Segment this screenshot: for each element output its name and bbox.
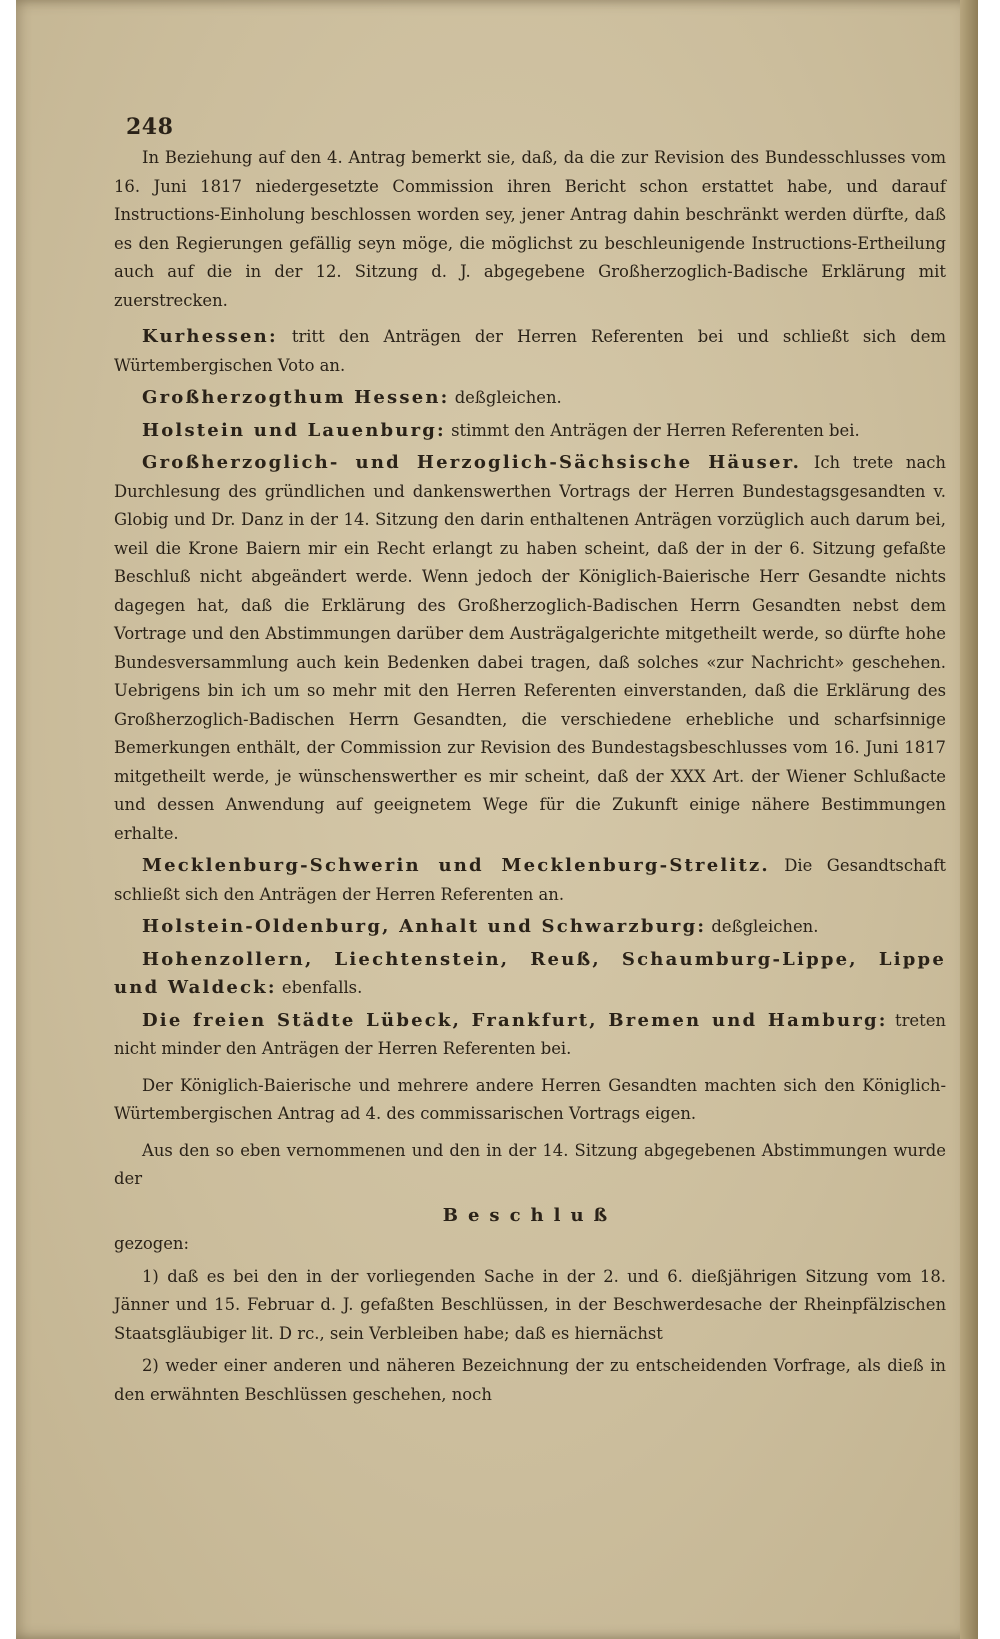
state-name: Holstein und Lauenburg: bbox=[142, 419, 446, 441]
vote-text: Ich trete nach Durchlesung des gründlichen und dankenswerthen Vortrags der Herren Bundestagsgesandten v. Globig und Dr. Danz in der 14. Sitzung den darin enthaltenen Anträgen vorzüglich auch darum bei, weil die Krone Baiern mir ein Recht erlangt zu haben scheint, daß der in der 6. Sitzung gefaßte Beschluß nicht abgeändert werde. Wenn jedoch der Königlich-Baierische Herr Gesandte nichts dagegen hat, daß die Erklärung des Großherzoglich-Badischen Herrn Gesandten nebst dem Vortrage und den Abstimmungen darüber dem Austrägalgerichte mitgetheilt werde, so dürfte hohe Bundesversammlung auch kein Bedenken dabei tragen, daß solches «zur Nachricht» geschehen. Uebrigens bin ich um so mehr mit den Herren Referenten einverstanden, daß die Erklärung des Großherzoglich-Badischen Herrn Gesandten, die verschiedene erhebliche und scharfsinnige Bemerkungen enthält, der Commission zur Revision des Bundestagsbeschlusses vom 16. Juni 1817 mitgetheilt werde, je wünschenswerther es mir scheint, daß der XXX Art. der Wiener Schlußacte und dessen Anwendung auf geeignetem Wege für die Zukunft einige nähere Bestimmungen erhalte. bbox=[114, 453, 946, 843]
vote-hohenzollern bbox=[114, 946, 946, 1003]
vote-text: treten nicht minder den Anträgen der Herren Referenten bei. bbox=[114, 1010, 946, 1058]
vote-text: Die Gesandtschaft schließt sich den Anträgen der Herren Referenten an. bbox=[114, 856, 946, 904]
vote-saechsische-haeuser bbox=[114, 449, 946, 848]
state-name: Großherzoglich- und Herzoglich-Sächsische Häuser. bbox=[142, 452, 802, 473]
vote-mecklenburg bbox=[114, 852, 946, 909]
vote-holstein-lauenburg bbox=[114, 417, 946, 446]
after-heading: gezogen: bbox=[114, 1234, 189, 1253]
book-page bbox=[16, 0, 978, 1639]
vote-text: deßgleichen. bbox=[706, 917, 819, 936]
vote-text: tritt den Anträgen der Herren Referenten bei und schließt sich dem Würtembergischen Voto an. bbox=[114, 327, 946, 375]
vote-grossherzogthum-hessen bbox=[114, 384, 946, 413]
state-name: Die freien Städte Lübeck, Frankfurt, Bremen und Hamburg: bbox=[142, 1009, 888, 1031]
vote-holstein-oldenburg bbox=[114, 913, 946, 942]
list-item: 2) weder einer anderen und näheren Bezeichnung der zu entscheidenden Vorfrage, als dieß in den erwähnten Beschlüssen geschehen, noch bbox=[114, 1356, 946, 1404]
state-name: Kurhessen: bbox=[142, 326, 278, 347]
state-name: Holstein-Oldenburg, Anhalt und Schwarzburg: bbox=[142, 916, 707, 937]
vote-text: stimmt den Anträgen der Herren Referenten bei. bbox=[445, 420, 860, 440]
page-number: 248 bbox=[126, 114, 174, 140]
vote-kurhessen bbox=[114, 323, 946, 380]
page-spine-shadow bbox=[960, 0, 978, 1639]
state-name: Mecklenburg-Schwerin und Mecklenburg-Strelitz. bbox=[142, 855, 770, 876]
page-text bbox=[114, 112, 946, 1409]
vote-freie-staedte bbox=[114, 1007, 946, 1064]
state-name: Hohenzollern, Liechtenstein, Reuß, Schaumburg-Lippe, Lippe und Waldeck: bbox=[114, 948, 946, 998]
vote-text: ebenfalls. bbox=[276, 978, 363, 997]
paragraph-closing-1: Der Königlich-Baierische und mehrere andere Herren Gesandten machten sich den Königlich-Würtembergischen Antrag ad 4. des commissarischen Vortrags eigen. bbox=[114, 1075, 946, 1123]
list-item: 1) daß es bei den in der vorliegenden Sache in der 2. und 6. dießjährigen Sitzung vom 18. Jänner und 15. Februar d. J. gefaßten Beschlüssen, in der Beschwerdesache der Rheinpfälzischen Staatsgläubiger lit. D rc., sein Verbleiben habe; daß es hiernächst bbox=[114, 1266, 946, 1343]
state-name: Großherzogthum Hessen: bbox=[142, 387, 450, 408]
paragraph-intro: In Beziehung auf den 4. Antrag bemerkt sie, daß, da die zur Revision des Bundesschlusses vom 16. Juni 1817 niedergesetzte Commission ihren Bericht schon erstattet habe, und darauf Instructions-Einholung beschlossen worden sey, jener Antrag dahin beschränkt werden dürfte, daß es den Regierungen gefällig seyn möge, die möglichst zu beschleunigende Instructions-Ertheilung auch auf die in der 12. Sitzung d. J. abgegebene Großherzoglich-Badische Erklärung mit zuerstrecken. bbox=[114, 148, 946, 310]
vote-text: deßgleichen. bbox=[449, 388, 562, 407]
paragraph-closing-2: Aus den so eben vernommenen und den in der 14. Sitzung abgegebenen Abstimmungen wurde der bbox=[114, 1140, 946, 1188]
section-heading: Beschluß bbox=[442, 1204, 618, 1226]
